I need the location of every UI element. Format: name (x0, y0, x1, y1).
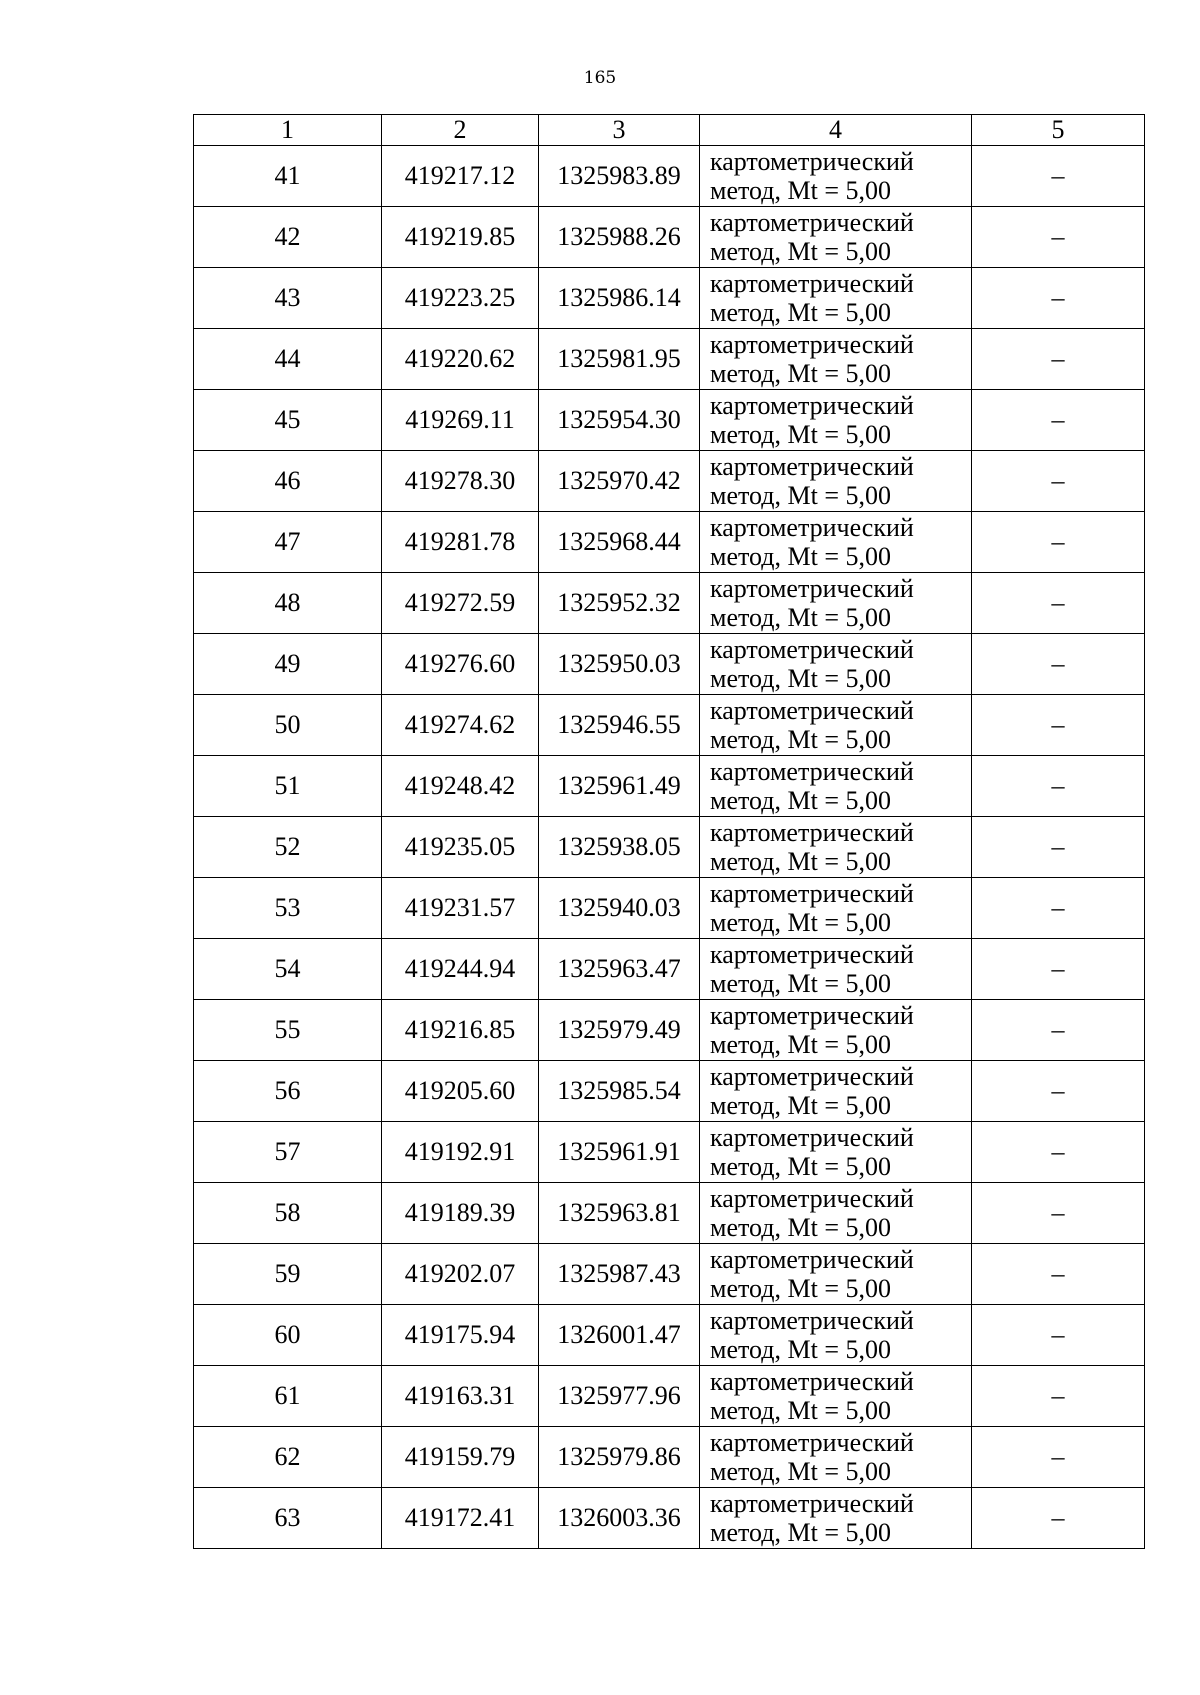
note-cell: – (972, 268, 1145, 329)
point-number-cell: 44 (194, 329, 382, 390)
method-cell (700, 878, 972, 939)
method-line-2: метод, Mt = 5,00 (710, 725, 891, 754)
method-line-1: картометрический (710, 635, 914, 664)
coordinates-table (193, 114, 1145, 1549)
point-number-cell: 53 (194, 878, 382, 939)
note-cell: – (972, 451, 1145, 512)
point-number-cell: 62 (194, 1427, 382, 1488)
method-line-1: картометрический (710, 1245, 914, 1274)
table-row (194, 939, 1145, 1000)
method-line-2: метод, Mt = 5,00 (710, 542, 891, 571)
table-row (194, 1488, 1145, 1549)
x-coordinate-cell: 419172.41 (382, 1488, 539, 1549)
method-line-2: метод, Mt = 5,00 (710, 847, 891, 876)
method-line-1: картометрический (710, 147, 914, 176)
point-number-cell: 54 (194, 939, 382, 1000)
method-line-2: метод, Mt = 5,00 (710, 1335, 891, 1364)
method-line-1: картометрический (710, 1428, 914, 1457)
point-number-cell: 58 (194, 1183, 382, 1244)
table-row (194, 268, 1145, 329)
method-cell (700, 1244, 972, 1305)
method-line-2: метод, Mt = 5,00 (710, 237, 891, 266)
x-coordinate-cell: 419219.85 (382, 207, 539, 268)
method-line-2: метод, Mt = 5,00 (710, 298, 891, 327)
x-coordinate-cell: 419189.39 (382, 1183, 539, 1244)
note-cell: – (972, 939, 1145, 1000)
table-row (194, 451, 1145, 512)
x-coordinate-cell: 419281.78 (382, 512, 539, 573)
method-line-2: метод, Mt = 5,00 (710, 1091, 891, 1120)
note-cell: – (972, 207, 1145, 268)
method-cell (700, 329, 972, 390)
table-row (194, 1427, 1145, 1488)
x-coordinate-cell: 419217.12 (382, 146, 539, 207)
x-coordinate-cell: 419159.79 (382, 1427, 539, 1488)
method-cell (700, 695, 972, 756)
note-cell: – (972, 329, 1145, 390)
method-cell (700, 207, 972, 268)
table-row (194, 695, 1145, 756)
method-cell (700, 634, 972, 695)
x-coordinate-cell: 419269.11 (382, 390, 539, 451)
page-number: 165 (583, 68, 617, 88)
note-cell: – (972, 1366, 1145, 1427)
method-line-2: метод, Mt = 5,00 (710, 908, 891, 937)
point-number-cell: 42 (194, 207, 382, 268)
method-line-1: картометрический (710, 513, 914, 542)
y-coordinate-cell: 1325961.91 (539, 1122, 700, 1183)
y-coordinate-cell: 1325954.30 (539, 390, 700, 451)
method-line-1: картометрический (710, 879, 914, 908)
table-header (194, 115, 1145, 146)
method-cell (700, 1183, 972, 1244)
method-cell (700, 1488, 972, 1549)
note-cell: – (972, 1488, 1145, 1549)
table-row (194, 878, 1145, 939)
x-coordinate-cell: 419223.25 (382, 268, 539, 329)
method-line-1: картометрический (710, 574, 914, 603)
method-cell (700, 1366, 972, 1427)
note-cell: – (972, 1244, 1145, 1305)
note-cell: – (972, 756, 1145, 817)
note-cell: – (972, 573, 1145, 634)
x-coordinate-cell: 419248.42 (382, 756, 539, 817)
method-line-2: метод, Mt = 5,00 (710, 786, 891, 815)
method-line-2: метод, Mt = 5,00 (710, 1457, 891, 1486)
method-line-2: метод, Mt = 5,00 (710, 1030, 891, 1059)
y-coordinate-cell: 1325987.43 (539, 1244, 700, 1305)
table-row (194, 573, 1145, 634)
table-row (194, 756, 1145, 817)
note-cell: – (972, 695, 1145, 756)
method-cell (700, 1305, 972, 1366)
method-cell (700, 1061, 972, 1122)
x-coordinate-cell: 419274.62 (382, 695, 539, 756)
note-cell: – (972, 146, 1145, 207)
header-col-2: 2 (382, 115, 539, 146)
y-coordinate-cell: 1325981.95 (539, 329, 700, 390)
method-line-2: метод, Mt = 5,00 (710, 664, 891, 693)
x-coordinate-cell: 419244.94 (382, 939, 539, 1000)
point-number-cell: 49 (194, 634, 382, 695)
method-cell (700, 573, 972, 634)
table-row (194, 1122, 1145, 1183)
y-coordinate-cell: 1325986.14 (539, 268, 700, 329)
table-row (194, 146, 1145, 207)
y-coordinate-cell: 1326001.47 (539, 1305, 700, 1366)
method-line-2: метод, Mt = 5,00 (710, 1213, 891, 1242)
method-cell (700, 1000, 972, 1061)
x-coordinate-cell: 419278.30 (382, 451, 539, 512)
method-line-2: метод, Mt = 5,00 (710, 359, 891, 388)
y-coordinate-cell: 1325963.47 (539, 939, 700, 1000)
method-line-1: картометрический (710, 696, 914, 725)
y-coordinate-cell: 1325940.03 (539, 878, 700, 939)
y-coordinate-cell: 1325979.49 (539, 1000, 700, 1061)
point-number-cell: 63 (194, 1488, 382, 1549)
point-number-cell: 52 (194, 817, 382, 878)
point-number-cell: 41 (194, 146, 382, 207)
method-cell (700, 1427, 972, 1488)
method-line-1: картометрический (710, 269, 914, 298)
method-cell (700, 268, 972, 329)
point-number-cell: 59 (194, 1244, 382, 1305)
note-cell: – (972, 1305, 1145, 1366)
method-line-1: картометрический (710, 1306, 914, 1335)
method-line-1: картометрический (710, 1123, 914, 1152)
y-coordinate-cell: 1325952.32 (539, 573, 700, 634)
method-line-1: картометрический (710, 452, 914, 481)
table-row (194, 1061, 1145, 1122)
table-row (194, 390, 1145, 451)
header-row (194, 115, 1145, 146)
y-coordinate-cell: 1325985.54 (539, 1061, 700, 1122)
method-cell (700, 1122, 972, 1183)
x-coordinate-cell: 419231.57 (382, 878, 539, 939)
method-line-1: картометрический (710, 1001, 914, 1030)
method-cell (700, 512, 972, 573)
table-row (194, 207, 1145, 268)
method-cell (700, 451, 972, 512)
table-row (194, 634, 1145, 695)
method-line-2: метод, Mt = 5,00 (710, 420, 891, 449)
table-row (194, 1366, 1145, 1427)
method-line-1: картометрический (710, 1184, 914, 1213)
note-cell: – (972, 817, 1145, 878)
note-cell: – (972, 1122, 1145, 1183)
method-line-2: метод, Mt = 5,00 (710, 176, 891, 205)
method-cell (700, 817, 972, 878)
x-coordinate-cell: 419202.07 (382, 1244, 539, 1305)
note-cell: – (972, 1000, 1145, 1061)
y-coordinate-cell: 1325977.96 (539, 1366, 700, 1427)
y-coordinate-cell: 1325963.81 (539, 1183, 700, 1244)
point-number-cell: 50 (194, 695, 382, 756)
note-cell: – (972, 1183, 1145, 1244)
method-line-1: картометрический (710, 940, 914, 969)
method-cell (700, 939, 972, 1000)
point-number-cell: 56 (194, 1061, 382, 1122)
table-row (194, 512, 1145, 573)
note-cell: – (972, 1061, 1145, 1122)
note-cell: – (972, 512, 1145, 573)
point-number-cell: 51 (194, 756, 382, 817)
header-col-5: 5 (972, 115, 1145, 146)
x-coordinate-cell: 419276.60 (382, 634, 539, 695)
method-line-1: картометрический (710, 208, 914, 237)
method-line-1: картометрический (710, 391, 914, 420)
method-cell (700, 390, 972, 451)
table-row (194, 1183, 1145, 1244)
x-coordinate-cell: 419235.05 (382, 817, 539, 878)
method-line-1: картометрический (710, 1367, 914, 1396)
method-line-2: метод, Mt = 5,00 (710, 603, 891, 632)
method-line-2: метод, Mt = 5,00 (710, 1152, 891, 1181)
y-coordinate-cell: 1326003.36 (539, 1488, 700, 1549)
method-line-2: метод, Mt = 5,00 (710, 1274, 891, 1303)
point-number-cell: 47 (194, 512, 382, 573)
method-line-2: метод, Mt = 5,00 (710, 481, 891, 510)
x-coordinate-cell: 419216.85 (382, 1000, 539, 1061)
method-cell (700, 146, 972, 207)
point-number-cell: 61 (194, 1366, 382, 1427)
y-coordinate-cell: 1325950.03 (539, 634, 700, 695)
point-number-cell: 45 (194, 390, 382, 451)
method-line-2: метод, Mt = 5,00 (710, 969, 891, 998)
method-line-2: метод, Mt = 5,00 (710, 1396, 891, 1425)
method-line-1: картометрический (710, 757, 914, 786)
y-coordinate-cell: 1325946.55 (539, 695, 700, 756)
method-line-1: картометрический (710, 1062, 914, 1091)
table-row (194, 1244, 1145, 1305)
header-col-4: 4 (700, 115, 972, 146)
table-row (194, 329, 1145, 390)
table-row (194, 817, 1145, 878)
method-cell (700, 756, 972, 817)
point-number-cell: 57 (194, 1122, 382, 1183)
x-coordinate-cell: 419272.59 (382, 573, 539, 634)
method-line-2: метод, Mt = 5,00 (710, 1518, 891, 1547)
table-row (194, 1000, 1145, 1061)
point-number-cell: 43 (194, 268, 382, 329)
note-cell: – (972, 390, 1145, 451)
y-coordinate-cell: 1325983.89 (539, 146, 700, 207)
table-row (194, 1305, 1145, 1366)
point-number-cell: 46 (194, 451, 382, 512)
y-coordinate-cell: 1325938.05 (539, 817, 700, 878)
note-cell: – (972, 634, 1145, 695)
x-coordinate-cell: 419220.62 (382, 329, 539, 390)
header-col-1: 1 (194, 115, 382, 146)
method-line-1: картометрический (710, 818, 914, 847)
point-number-cell: 60 (194, 1305, 382, 1366)
x-coordinate-cell: 419205.60 (382, 1061, 539, 1122)
x-coordinate-cell: 419192.91 (382, 1122, 539, 1183)
method-line-1: картометрический (710, 1489, 914, 1518)
header-col-3: 3 (539, 115, 700, 146)
point-number-cell: 55 (194, 1000, 382, 1061)
y-coordinate-cell: 1325968.44 (539, 512, 700, 573)
note-cell: – (972, 878, 1145, 939)
x-coordinate-cell: 419175.94 (382, 1305, 539, 1366)
point-number-cell: 48 (194, 573, 382, 634)
x-coordinate-cell: 419163.31 (382, 1366, 539, 1427)
method-line-1: картометрический (710, 330, 914, 359)
table-body (194, 146, 1145, 1549)
note-cell: – (972, 1427, 1145, 1488)
y-coordinate-cell: 1325979.86 (539, 1427, 700, 1488)
y-coordinate-cell: 1325961.49 (539, 756, 700, 817)
y-coordinate-cell: 1325988.26 (539, 207, 700, 268)
y-coordinate-cell: 1325970.42 (539, 451, 700, 512)
